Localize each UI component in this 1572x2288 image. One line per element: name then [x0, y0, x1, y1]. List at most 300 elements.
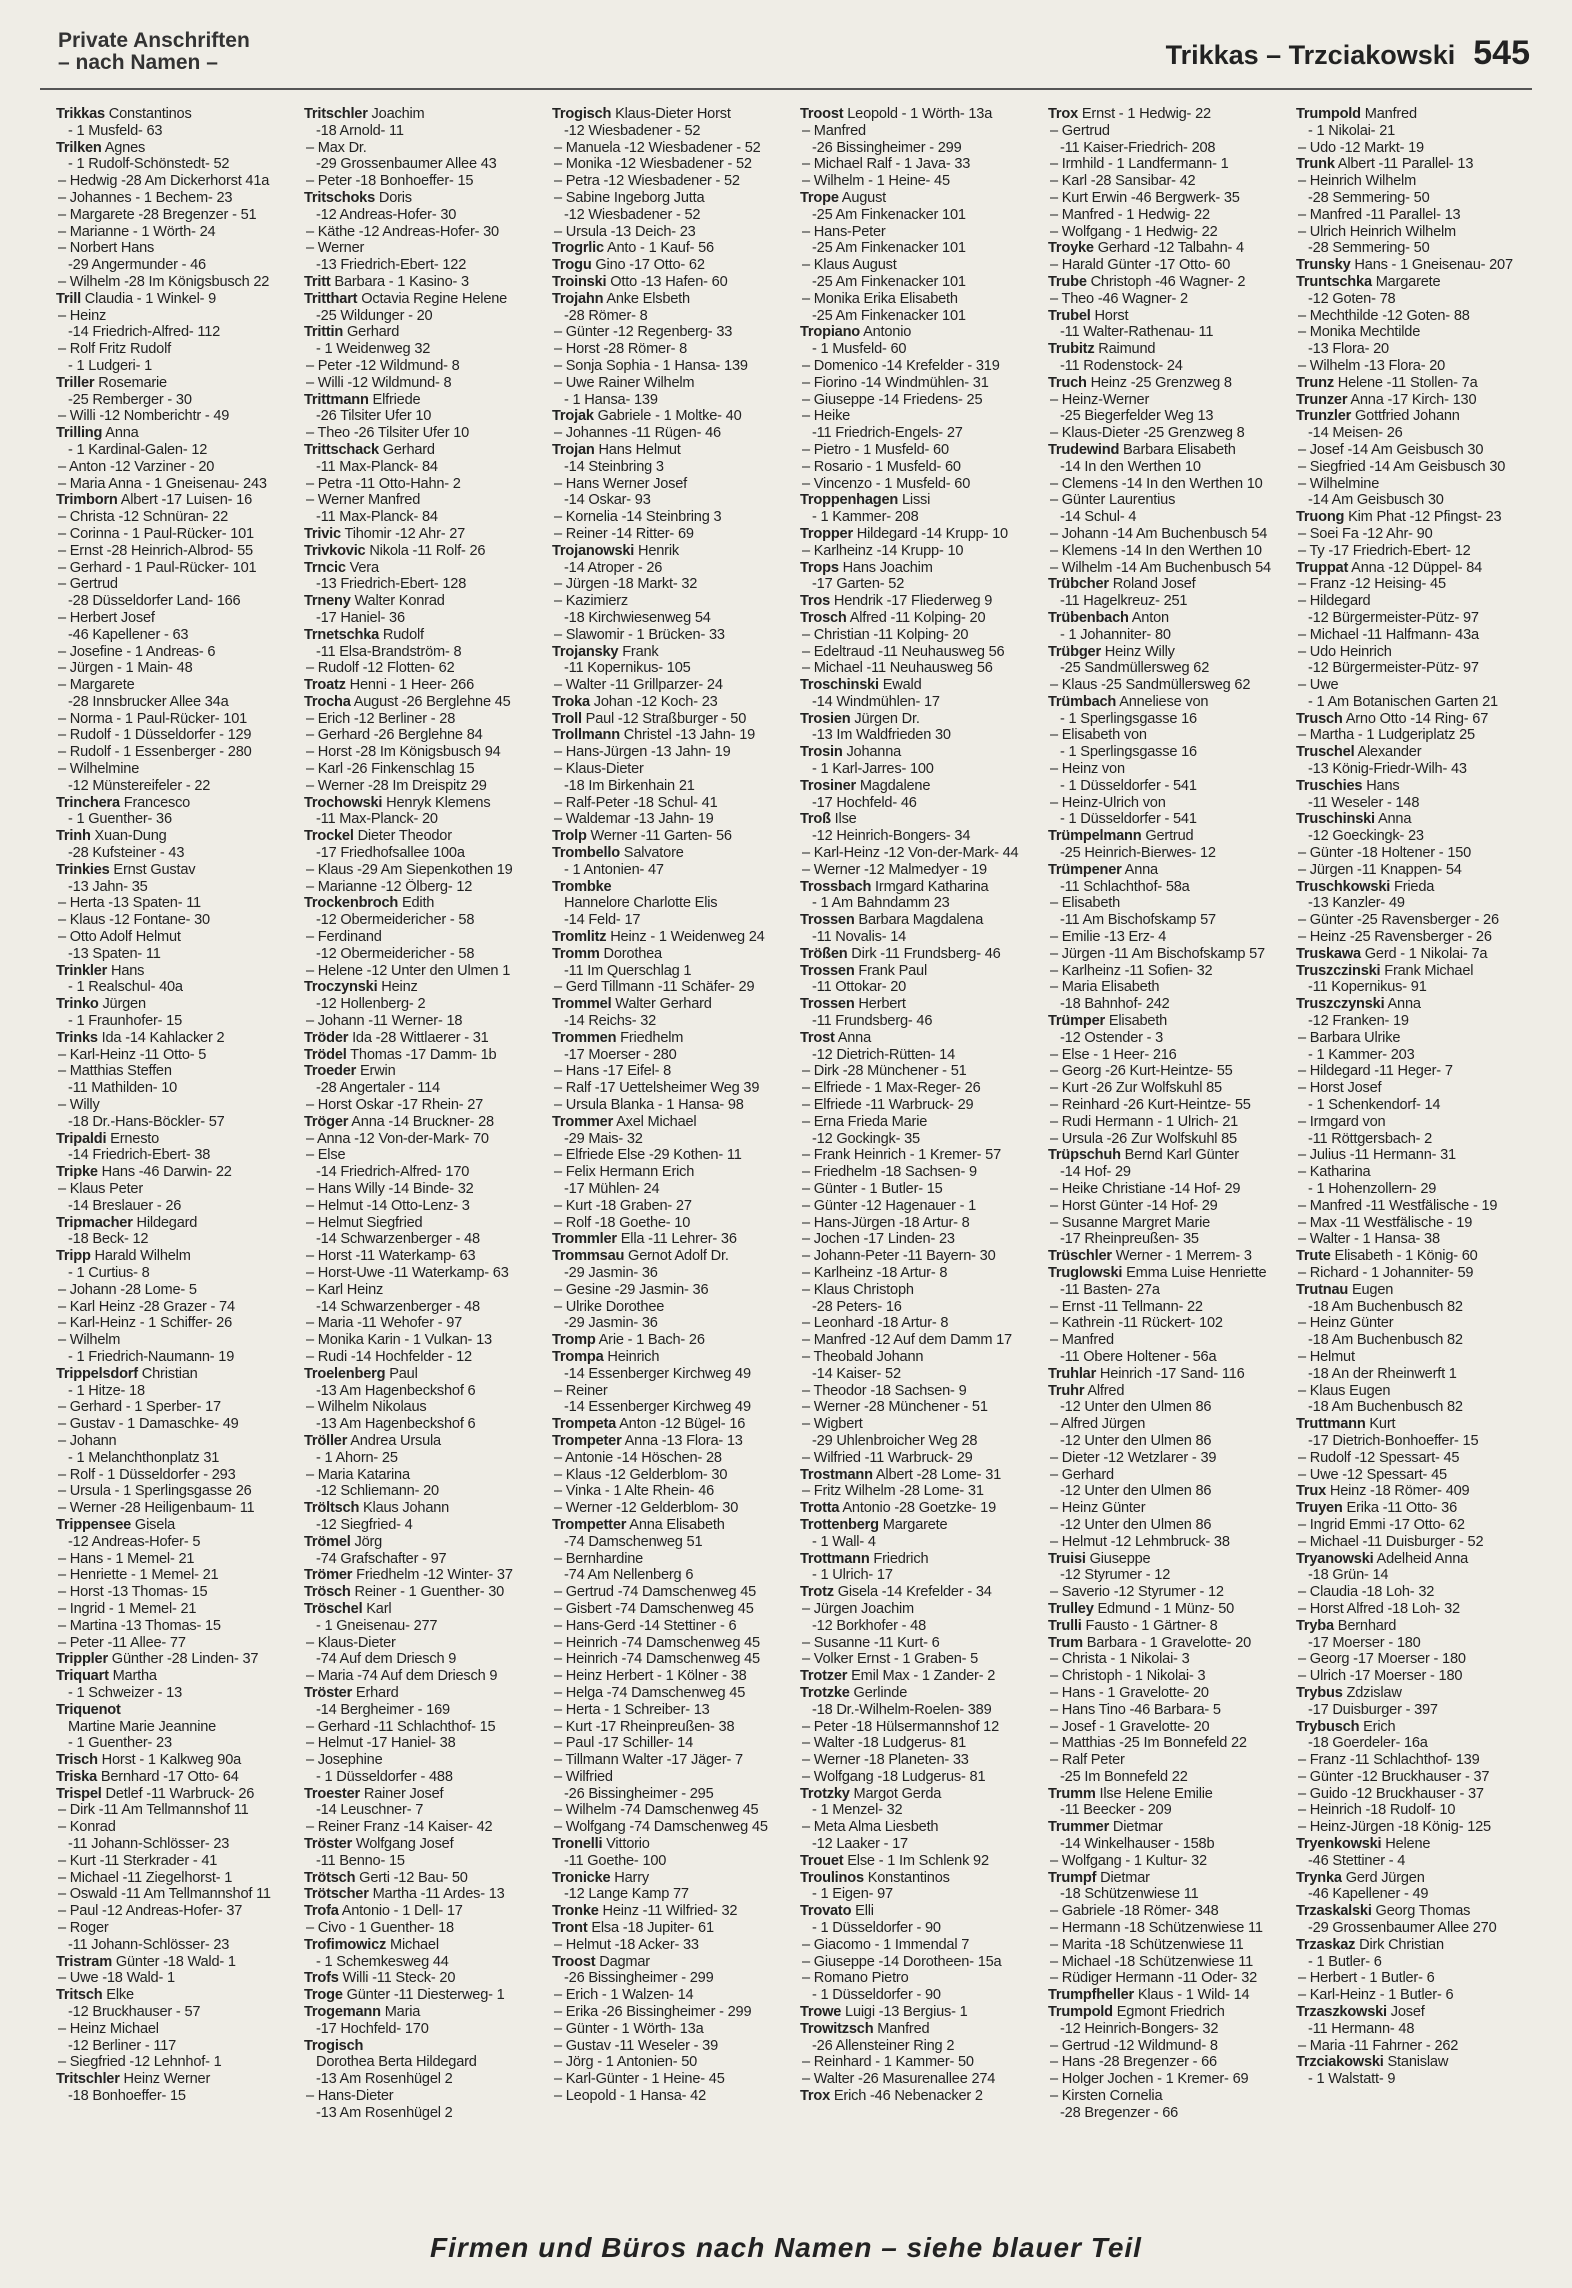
- sub-entry: – Ferdinand: [306, 929, 382, 946]
- sub-entry: – Wilhelm: [58, 1332, 121, 1349]
- sub-entry: – Helmut -17 Haniel- 38: [306, 1735, 456, 1752]
- surname-entry: Trompeta Anton -12 Bügel- 16: [552, 1416, 746, 1433]
- entry-continuation: -12 Ostender - 3: [1060, 1029, 1164, 1046]
- sub-entry: – Christoph - 1 Nikolai- 3: [1050, 1668, 1206, 1685]
- surname-entry: Troczynski Heinz: [304, 979, 418, 996]
- sub-entry: – Hans-Dieter: [306, 2088, 394, 2105]
- sub-entry: – Rolf -18 Goethe- 10: [554, 1214, 691, 1231]
- entry-continuation: - 1 Am Botanischen Garten 21: [1308, 693, 1498, 710]
- surname-entry: Troatz Henni - 1 Heer- 266: [304, 677, 475, 694]
- entry-continuation: - 1 Menzel- 32: [812, 1802, 903, 1819]
- sub-entry: – Karl Heinz -28 Grazer - 74: [58, 1298, 235, 1315]
- sub-entry: – Manfred: [802, 122, 866, 139]
- surname-entry: Tryanowski Adelheid Anna: [1296, 1550, 1469, 1567]
- surname-entry: Trotta Antonio -28 Goetzke- 19: [800, 1500, 996, 1517]
- surname-entry: Trümbach Anneliese von: [1048, 693, 1209, 710]
- surname-entry: Trogisch Klaus-Dieter Horst: [552, 106, 731, 122]
- sub-entry: – Gustav - 1 Damaschke- 49: [58, 1416, 239, 1433]
- sub-entry: – Julius -11 Hermann- 31: [1298, 1147, 1456, 1164]
- sub-entry: – Soei Fa -12 Ahr- 90: [1298, 525, 1433, 542]
- sub-entry: – Dirk -28 Münchener - 51: [802, 1063, 967, 1080]
- sub-entry: – Hans-Gerd -14 Stettiner - 6: [554, 1617, 737, 1634]
- entry-continuation: -28 Angertaler - 114: [316, 1080, 440, 1097]
- sub-entry: – Kurt -18 Graben- 27: [554, 1197, 692, 1214]
- surname-entry: Trotzke Gerlinde: [800, 1684, 908, 1701]
- entry-continuation: -12 Bruckhauser - 57: [68, 2004, 201, 2021]
- sub-entry: – Wolfgang -18 Ludgerus- 81: [802, 1768, 986, 1785]
- surname-entry: Truszczynski Anna: [1296, 996, 1421, 1013]
- entry-continuation: - 1 Weidenweg 32: [316, 341, 431, 358]
- sub-entry: – Hans - 1 Memel- 21: [58, 1550, 195, 1567]
- surname-entry: Tripaldi Ernesto: [56, 1130, 160, 1147]
- sub-entry: – Max -11 Westfälische - 19: [1298, 1214, 1473, 1231]
- sub-entry: – Fritz Wilhelm -28 Lome- 31: [802, 1483, 984, 1500]
- sub-entry: – Susanne Margret Marie: [1050, 1214, 1211, 1231]
- surname-entry: Tristram Günter -18 Wald- 1: [56, 1953, 236, 1970]
- entry-continuation: - 1 Düsseldorfer - 541: [1060, 811, 1197, 828]
- entry-continuation: -29 Jasmin- 36: [564, 1264, 658, 1281]
- entry-continuation: -11 Weseler - 148: [1308, 794, 1420, 811]
- sub-entry: – Norma - 1 Paul-Rücker- 101: [58, 710, 248, 727]
- entry-continuation: -14 Oskar- 93: [564, 492, 651, 509]
- sub-entry: – Christa -12 Schnüran- 22: [58, 509, 229, 526]
- sub-entry: – Reiner Franz -14 Kaiser- 42: [306, 1819, 493, 1836]
- sub-entry: – Ursula -26 Zur Wolfskuhl 85: [1050, 1130, 1237, 1147]
- surname-entry: Trümper Elisabeth: [1048, 1013, 1168, 1030]
- sub-entry: – Monika Mechtilde: [1298, 324, 1421, 341]
- surname-entry: Trofs Willi -11 Steck- 20: [304, 1970, 456, 1987]
- sub-entry: – Margarete: [58, 677, 135, 694]
- entry-continuation: - 1 Am Bahndamm 23: [812, 895, 950, 912]
- surname-entry: Tropiano Antonio: [800, 324, 912, 341]
- sub-entry: – Werner -12 Malmedyer - 19: [802, 861, 987, 878]
- sub-entry: – Werner -18 Planeten- 33: [802, 1752, 969, 1769]
- sub-entry: – Josef - 1 Gravelotte- 20: [1050, 1718, 1210, 1735]
- sub-entry: – Vinka - 1 Alte Rhein- 46: [554, 1483, 715, 1500]
- entry-continuation: -17 Friedhofsallee 100a: [316, 845, 465, 862]
- entry-continuation: -18 Kirchwiesenweg 54: [564, 609, 711, 626]
- sub-entry: – Erika -26 Bissingheimer - 299: [554, 2004, 752, 2021]
- entry-continuation: -28 Innsbrucker Allee 34a: [68, 693, 229, 710]
- sub-entry: – Hans -28 Bregenzer - 66: [1050, 2054, 1217, 2071]
- entry-continuation: -18 Goerdeler- 16a: [1308, 1735, 1428, 1752]
- sub-entry: – Wilhelm -74 Damschenweg 45: [554, 1802, 759, 1819]
- sub-entry: – Klaus -12 Fontane- 30: [58, 912, 210, 929]
- sub-entry: – Günter -12 Hagenauer - 1: [802, 1197, 977, 1214]
- surname-entry: Trippler Günther -28 Linden- 37: [56, 1651, 259, 1668]
- surname-entry: Trümpelmann Gertrud: [1048, 828, 1194, 845]
- sub-entry: – Waldemar -13 Jahn- 19: [554, 811, 714, 828]
- entry-continuation: -11 Goethe- 100: [564, 1852, 667, 1869]
- entry-continuation: - 1 Kardinal-Galen- 12: [68, 441, 208, 458]
- surname-entry: Trotzky Margot Gerda: [800, 1785, 942, 1802]
- surname-entry: Trinkler Hans: [56, 962, 145, 979]
- surname-entry: Troß Ilse: [800, 811, 857, 828]
- sub-entry: – Theodor -18 Sachsen- 9: [802, 1382, 967, 1399]
- sub-entry: – Tillmann Walter -17 Jäger- 7: [554, 1752, 743, 1769]
- surname-entry: Trömer Friedhelm -12 Winter- 37: [304, 1567, 513, 1584]
- surname-entry: Trosien Jürgen Dr.: [800, 710, 920, 727]
- sub-entry: – Hans Willy -14 Binde- 32: [306, 1181, 474, 1197]
- entry-continuation: -12 Unter den Ulmen 86: [1060, 1399, 1212, 1416]
- sub-entry: – Monika Erika Elisabeth: [802, 290, 958, 307]
- sub-entry: – Jürgen -11 Am Bischofskamp 57: [1050, 945, 1265, 962]
- entry-continuation: -11 Ottokar- 20: [812, 979, 907, 996]
- sub-entry: – Frank Heinrich - 1 Kremer- 57: [802, 1147, 1001, 1164]
- sub-entry: – Wilhelm Nikolaus: [306, 1399, 427, 1416]
- sub-entry: – Ursula - 1 Sperlingsgasse 26: [58, 1483, 252, 1500]
- sub-entry: – Helene -12 Unter den Ulmen 1: [306, 962, 511, 979]
- entry-continuation: -11 Johann-Schlösser- 23: [68, 1936, 230, 1953]
- surname-entry: Trößen Dirk -11 Frundsberg- 46: [800, 945, 1001, 962]
- surname-entry: Tritt Barbara - 1 Kasino- 3: [304, 273, 469, 290]
- entry-continuation: -25 Sandmüllersweg 62: [1060, 660, 1210, 677]
- sub-entry: – Willy: [58, 1097, 100, 1114]
- sub-entry: – Michael -11 Ziegelhorst- 1: [58, 1869, 233, 1886]
- surname-entry: Triska Bernhard -17 Otto- 64: [56, 1768, 239, 1785]
- sub-entry: – Hans-Jürgen -13 Jahn- 19: [554, 744, 731, 761]
- entry-continuation: -28 Semmering- 50: [1308, 189, 1430, 206]
- sub-entry: – Hans Tino -46 Barbara- 5: [1050, 1701, 1221, 1718]
- entry-continuation: -12 Laaker - 17: [812, 1836, 908, 1853]
- entry-continuation: -12 Styrumer - 12: [1060, 1567, 1171, 1584]
- surname-entry: Tritthart Octavia Regine Helene: [304, 290, 508, 307]
- entry-continuation: -12 Hollenberg- 2: [316, 996, 426, 1013]
- sub-entry: – Elisabeth: [1050, 895, 1121, 912]
- surname-entry: Trimborn Albert -17 Luisen- 16: [56, 492, 252, 509]
- sub-entry: – Heinrich -74 Damschenweg 45: [554, 1634, 760, 1651]
- page-number: 545: [1473, 34, 1530, 72]
- entry-continuation: -18 Grün- 14: [1308, 1567, 1389, 1584]
- sub-entry: – Gertrud: [1050, 122, 1110, 139]
- surname-entry: Trompa Heinrich: [552, 1348, 660, 1365]
- sub-entry: – Heinrich -18 Rudolf- 10: [1298, 1802, 1456, 1819]
- surname-entry: Trubitz Raimund: [1048, 341, 1156, 358]
- surname-entry: Trommel Walter Gerhard: [552, 996, 712, 1013]
- entry-continuation: - 1 Musfeld- 60: [812, 341, 907, 358]
- entry-continuation: -28 Düsseldorfer Land- 166: [68, 593, 241, 610]
- sub-entry: – Wilhelm -28 Im Königsbusch 22: [58, 273, 270, 290]
- footer-note: Firmen und Büros nach Namen – siehe blauer Teil: [430, 2232, 1142, 2263]
- entry-continuation: -11 Max-Planck- 84: [316, 458, 438, 475]
- sub-entry: – Emilie -13 Erz- 4: [1050, 929, 1167, 946]
- sub-entry: – Peter -11 Allee- 77: [58, 1634, 186, 1651]
- entry-continuation: -29 Grossenbaumer Allee 43: [316, 156, 497, 173]
- sub-entry: – Ulrich -17 Moerser - 180: [1298, 1668, 1463, 1685]
- entry-continuation: Dorothea Berta Hildegard: [316, 2054, 477, 2071]
- sub-entry: – Karlheinz -18 Artur- 8: [802, 1264, 948, 1281]
- surname-entry: Trivkovic Nikola -11 Rolf- 26: [304, 542, 486, 559]
- sub-entry: – Gertrud -12 Wildmund- 8: [1050, 2037, 1218, 2054]
- sub-entry: – Ernst -28 Heinrich-Albrod- 55: [58, 542, 253, 559]
- directory-column-1: [56, 106, 296, 2176]
- entry-continuation: -12 Dietrich-Rütten- 14: [812, 1046, 956, 1063]
- entry-continuation: -46 Stettiner - 4: [1308, 1852, 1406, 1869]
- entry-continuation: -14 Am Geisbusch 30: [1308, 492, 1444, 509]
- entry-continuation: -14 Essenberger Kirchweg 49: [564, 1399, 751, 1416]
- entry-continuation: - 1 Eigen- 97: [812, 1886, 893, 1903]
- entry-continuation: -11 Hagelkreuz- 251: [1060, 593, 1188, 610]
- sub-entry: – Karl-Heinz - 1 Schiffer- 26: [58, 1315, 232, 1332]
- surname-entry: Troyke Gerhard -12 Talbahn- 4: [1048, 240, 1244, 257]
- sub-entry: – Irmgard von: [1298, 1113, 1386, 1130]
- entry-continuation: -11 Hermann- 48: [1308, 2020, 1415, 2037]
- entry-continuation: -13 Jahn- 35: [68, 878, 148, 895]
- sub-entry: – Horst -28 Römer- 8: [554, 341, 688, 358]
- sub-entry: – Heinrich -74 Damschenweg 45: [554, 1651, 760, 1668]
- sub-entry: – Anna -12 Von-der-Mark- 70: [306, 1130, 489, 1147]
- sub-entry: – Klaus -12 Gelderblom- 30: [554, 1466, 728, 1483]
- sub-entry: – Maria -11 Fahrner - 262: [1298, 2037, 1459, 2054]
- surname-entry: Trossen Barbara Magdalena: [800, 912, 984, 929]
- sub-entry: – Elfriede Else -29 Kothen- 11: [554, 1147, 742, 1164]
- surname-entry: Trybus Zdzislaw: [1296, 1684, 1402, 1701]
- sub-entry: – Karlheinz -14 Krupp- 10: [802, 542, 964, 559]
- entry-continuation: -18 Dr.-Wilhelm-Roelen- 389: [812, 1701, 992, 1718]
- surname-entry: Troelenberg Paul: [304, 1365, 418, 1382]
- surname-entry: Triquenot: [56, 1701, 121, 1718]
- sub-entry: – Manfred - 1 Hedwig- 22: [1050, 206, 1210, 223]
- sub-entry: – Helmut: [1298, 1348, 1355, 1365]
- entry-continuation: - 1 Nikolai- 21: [1308, 122, 1396, 139]
- entry-continuation: -12 Unter den Ulmen 86: [1060, 1483, 1212, 1500]
- sub-entry: – Michael -11 Halfmann- 43a: [1298, 626, 1479, 643]
- sub-entry: – Rosario - 1 Musfeld- 60: [802, 458, 961, 475]
- sub-entry: – Wilfried -11 Warbruck- 29: [802, 1449, 973, 1466]
- surname-entry: Tritsch Elke: [56, 1987, 134, 2004]
- entry-continuation: - 1 Wall- 4: [812, 1533, 876, 1550]
- surname-entry: Trocha August -26 Berglehne 45: [304, 693, 511, 710]
- entry-continuation: -11 Rodenstock- 24: [1060, 357, 1183, 374]
- entry-continuation: -18 Am Buchenbusch 82: [1308, 1399, 1463, 1416]
- surname-entry: Trilken Agnes: [56, 139, 146, 156]
- sub-entry: – Heinz -25 Ravensberger - 26: [1298, 929, 1492, 946]
- surname-entry: Tripmacher Hildegard: [56, 1214, 198, 1231]
- entry-continuation: Martine Marie Jeannine: [68, 1718, 217, 1735]
- surname-entry: Trutnau Eugen: [1296, 1281, 1394, 1298]
- sub-entry: – Civo - 1 Guenther- 18: [306, 1920, 454, 1937]
- entry-continuation: -46 Kapellener - 49: [1308, 1886, 1429, 1903]
- entry-continuation: -11 Röttgersbach- 2: [1308, 1130, 1433, 1147]
- sub-entry: – Heinz: [58, 307, 107, 324]
- sub-entry: – Giacomo - 1 Immendal 7: [802, 1936, 970, 1953]
- sub-entry: – Reinhard - 1 Kammer- 50: [802, 2054, 974, 2071]
- entry-continuation: -11 Novalis- 14: [812, 929, 907, 946]
- sub-entry: – Günter - 1 Butler- 15: [802, 1181, 943, 1197]
- sub-entry: – Fiorino -14 Windmühlen- 31: [802, 374, 989, 391]
- sub-entry: – Margarete -28 Bregenzer - 51: [58, 206, 257, 223]
- entry-continuation: - 1 Hansa- 139: [564, 391, 658, 408]
- sub-entry: – Uwe: [1298, 677, 1339, 694]
- surname-entry: Truttmann Kurt: [1296, 1416, 1396, 1433]
- name-range: Trikkas – Trzciakowski: [1165, 40, 1456, 70]
- entry-continuation: - 1 Sperlingsgasse 16: [1060, 744, 1197, 761]
- sub-entry: – Kurt -17 Rheinpreußen- 38: [554, 1718, 735, 1735]
- sub-entry: – Else: [306, 1147, 346, 1164]
- sub-entry: – Michael Ralf - 1 Java- 33: [802, 156, 971, 173]
- sub-entry: – Kathrein -11 Rückert- 102: [1050, 1315, 1223, 1332]
- entry-continuation: - 1 Hitze- 18: [68, 1382, 145, 1399]
- entry-continuation: -26 Allensteiner Ring 2: [812, 2037, 955, 2054]
- sub-entry: – Otto Adolf Helmut: [58, 929, 181, 946]
- surname-entry: Trinko Jürgen: [56, 996, 146, 1013]
- surname-entry: Trovato Elli: [800, 1903, 874, 1920]
- surname-entry: Trommen Friedhelm: [552, 1029, 684, 1046]
- entry-continuation: -12 Münstereifeler - 22: [68, 777, 211, 794]
- sub-entry: – Ursula -13 Deich- 23: [554, 223, 696, 240]
- surname-entry: Trusch Arno Otto -14 Ring- 67: [1296, 710, 1489, 727]
- surname-entry: Truschkowski Frieda: [1296, 878, 1435, 895]
- sub-entry: – Rolf - 1 Düsseldorfer - 293: [58, 1466, 236, 1483]
- entry-continuation: -28 Kufsteiner - 43: [68, 845, 185, 862]
- surname-entry: Trömel Jörg: [304, 1533, 383, 1550]
- sub-entry: – Josephine: [306, 1752, 383, 1769]
- sub-entry: – Günter - 1 Wörth- 13a: [554, 2020, 704, 2037]
- sub-entry: – Leonhard -18 Artur- 8: [802, 1315, 949, 1332]
- surname-entry: Tronke Heinz -11 Wilfried- 32: [552, 1903, 738, 1920]
- surname-entry: Trippensee Gisela: [56, 1516, 176, 1533]
- sub-entry: – Sabine Ingeborg Jutta: [554, 189, 705, 206]
- sub-entry: – Heinrich Wilhelm: [1298, 173, 1417, 190]
- sub-entry: – Ursula Blanka - 1 Hansa- 98: [554, 1097, 744, 1114]
- entry-continuation: -12 Obermeidericher - 58: [316, 945, 475, 962]
- sub-entry: – Wolfgang -74 Damschenweg 45: [554, 1819, 768, 1836]
- surname-entry: Trommsau Gernot Adolf Dr.: [552, 1248, 729, 1265]
- sub-entry: – Petra -12 Wiesbadener - 52: [554, 173, 740, 190]
- surname-entry: Trittmann Elfriede: [304, 391, 421, 408]
- surname-entry: Trüschler Werner - 1 Merrem- 3: [1048, 1248, 1252, 1265]
- sub-entry: – Klemens -14 In den Werthen 10: [1050, 542, 1262, 559]
- surname-entry: Truszczinski Frank Michael: [1296, 962, 1474, 979]
- entry-continuation: -14 Steinbring 3: [564, 458, 664, 475]
- surname-entry: Trojan Hans Helmut: [552, 441, 681, 458]
- sub-entry: – Ernst -11 Tellmann- 22: [1050, 1298, 1203, 1315]
- sub-entry: – Pietro - 1 Musfeld- 60: [802, 441, 949, 458]
- sub-entry: – Josefine - 1 Andreas- 6: [58, 643, 216, 660]
- entry-continuation: -17 Dietrich-Bonhoeffer- 15: [1308, 1432, 1479, 1449]
- entry-continuation: -11 Am Bischofskamp 57: [1060, 912, 1216, 929]
- sub-entry: – Irmhild - 1 Landfermann- 1: [1050, 156, 1229, 173]
- entry-continuation: -17 Moerser - 280: [564, 1046, 677, 1063]
- surname-entry: Trogu Gino -17 Otto- 62: [552, 257, 705, 274]
- surname-entry: Truschel Alexander: [1296, 744, 1422, 761]
- sub-entry: – Marianne - 1 Wörth- 24: [58, 223, 216, 240]
- sub-entry: – Roger: [58, 1920, 109, 1937]
- entry-continuation: -18 Bonhoeffer- 15: [68, 2088, 186, 2105]
- sub-entry: – Michael -18 Schützenwiese 11: [1050, 1953, 1254, 1970]
- entry-continuation: -26 Bissingheimer - 299: [564, 1970, 714, 1987]
- sub-entry: – Rudi -14 Hochfelder - 12: [306, 1348, 472, 1365]
- sub-entry: – Erich -12 Berliner - 28: [306, 710, 456, 727]
- sub-entry: – Johannes -11 Rügen- 46: [554, 425, 721, 442]
- sub-entry: – Hans Werner Josef: [554, 475, 688, 492]
- sub-entry: – Klaus -25 Sandmüllersweg 62: [1050, 677, 1251, 694]
- entry-continuation: -12 Berliner - 117: [68, 2037, 177, 2054]
- entry-continuation: -13 Friedrich-Ebert- 128: [316, 576, 467, 593]
- entry-continuation: -25 Am Finkenacker 101: [812, 273, 966, 290]
- entry-continuation: - 1 Kammer- 203: [1308, 1046, 1415, 1063]
- sub-entry: – Heinz-Ulrich von: [1050, 794, 1166, 811]
- entry-continuation: - 1 Guenther- 36: [68, 811, 172, 828]
- entry-continuation: -12 Bürgermeister-Pütz- 97: [1308, 609, 1479, 626]
- sub-entry: – Harald Günter -17 Otto- 60: [1050, 257, 1231, 274]
- entry-continuation: -13 Am Rosenhügel 2: [316, 2071, 453, 2088]
- entry-continuation: -14 Atroper - 26: [564, 559, 663, 576]
- sub-entry: – Norbert Hans: [58, 240, 155, 257]
- sub-entry: – Monika -12 Wiesbadener - 52: [554, 156, 752, 173]
- surname-entry: Tripke Hans -46 Darwin- 22: [56, 1164, 232, 1181]
- sub-entry: – Manfred -12 Auf dem Damm 17: [802, 1332, 1012, 1349]
- sub-entry: – Klaus-Dieter: [554, 761, 644, 778]
- sub-entry: – Wolfgang - 1 Hedwig- 22: [1050, 223, 1218, 240]
- entry-continuation: -11 Basten- 27a: [1060, 1281, 1160, 1298]
- sub-entry: – Günter -12 Regenberg- 33: [554, 324, 733, 341]
- sub-entry: – Giuseppe -14 Dorotheen- 15a: [802, 1953, 1002, 1970]
- entry-continuation: -13 Kanzler- 49: [1308, 895, 1405, 912]
- entry-continuation: -14 Winkelhauser - 158b: [1060, 1836, 1215, 1853]
- entry-continuation: -14 Schwarzenberger - 48: [316, 1298, 480, 1315]
- entry-continuation: -25 Am Finkenacker 101: [812, 240, 966, 257]
- surname-entry: Trötsch Gerti -12 Bau- 50: [304, 1869, 468, 1886]
- sub-entry: – Gerhard - 1 Paul-Rücker- 101: [58, 559, 257, 576]
- surname-entry: Trumpf Dietmar: [1048, 1869, 1150, 1886]
- sub-entry: – Anton -12 Varziner - 20: [58, 458, 215, 475]
- sub-entry: – Theo -26 Tilsiter Ufer 10: [306, 425, 470, 442]
- entry-continuation: -13 Flora- 20: [1308, 341, 1389, 358]
- section-title-line2: – nach Namen –: [58, 51, 218, 74]
- surname-entry: Truppat Anna -12 Düppel- 84: [1296, 559, 1483, 576]
- entry-continuation: -12 Unter den Ulmen 86: [1060, 1432, 1212, 1449]
- sub-entry: – Hans - 1 Gravelotte- 20: [1050, 1684, 1209, 1701]
- entry-continuation: -14 Breslauer - 26: [68, 1197, 182, 1214]
- entry-continuation: -12 Andreas-Hofer- 5: [68, 1533, 201, 1550]
- surname-entry: Tripp Harald Wilhelm: [56, 1248, 191, 1265]
- entry-continuation: -14 Friedrich-Alfred- 170: [316, 1164, 470, 1181]
- sub-entry: – Horst Josef: [1298, 1080, 1382, 1097]
- surname-entry: Trosch Alfred -11 Kolping- 20: [800, 609, 986, 626]
- sub-entry: – Willi -12 Nomberichtr - 49: [58, 408, 230, 425]
- surname-entry: Trux Heinz -18 Römer- 409: [1296, 1483, 1470, 1500]
- sub-entry: – Werner -28 Münchener - 51: [802, 1399, 988, 1416]
- sub-entry: – Franz -12 Heising- 45: [1298, 576, 1446, 593]
- directory-columns: [56, 106, 1536, 2176]
- sub-entry: – Helmut -12 Lehmbruck- 38: [1050, 1533, 1230, 1550]
- entry-continuation: -13 Friedrich-Ebert- 122: [316, 257, 467, 274]
- surname-entry: Trittschack Gerhard: [304, 441, 435, 458]
- surname-entry: Trötscher Martha -11 Ardes- 13: [304, 1886, 505, 1903]
- entry-continuation: - 1 Schenkendorf- 14: [1308, 1097, 1441, 1114]
- surname-entry: Trulli Fausto - 1 Gärtner- 8: [1048, 1617, 1218, 1634]
- entry-continuation: -12 Bürgermeister-Pütz- 97: [1308, 660, 1479, 677]
- surname-entry: Trübcher Roland Josef: [1048, 576, 1196, 593]
- entry-continuation: -11 Elsa-Brandström- 8: [316, 643, 462, 660]
- surname-entry: Trolp Werner -11 Garten- 56: [552, 828, 732, 845]
- sub-entry: – Barbara Ulrike: [1298, 1029, 1401, 1046]
- entry-continuation: - 1 Hohenzollern- 29: [1308, 1181, 1437, 1197]
- sub-entry: – Martha - 1 Ludgeriplatz 25: [1298, 727, 1475, 744]
- sub-entry: – Helga -74 Damschenweg 45: [554, 1684, 746, 1701]
- sub-entry: – Richard - 1 Johanniter- 59: [1298, 1264, 1474, 1281]
- sub-entry: – Alfred Jürgen: [1050, 1416, 1146, 1433]
- sub-entry: – Heinz-Jürgen -18 König- 125: [1298, 1819, 1491, 1836]
- entry-continuation: - 1 Düsseldorfer - 90: [812, 1987, 941, 2004]
- surname-entry: Tromm Dorothea: [552, 945, 662, 962]
- surname-entry: Troulinos Konstantinos: [800, 1869, 950, 1886]
- entry-continuation: -14 Feld- 17: [564, 912, 641, 929]
- surname-entry: Tront Elsa -18 Jupiter- 61: [552, 1920, 714, 1937]
- entry-continuation: -18 Bahnhof- 242: [1060, 996, 1170, 1013]
- sub-entry: – Matthias -25 Im Bonnefeld 22: [1050, 1735, 1247, 1752]
